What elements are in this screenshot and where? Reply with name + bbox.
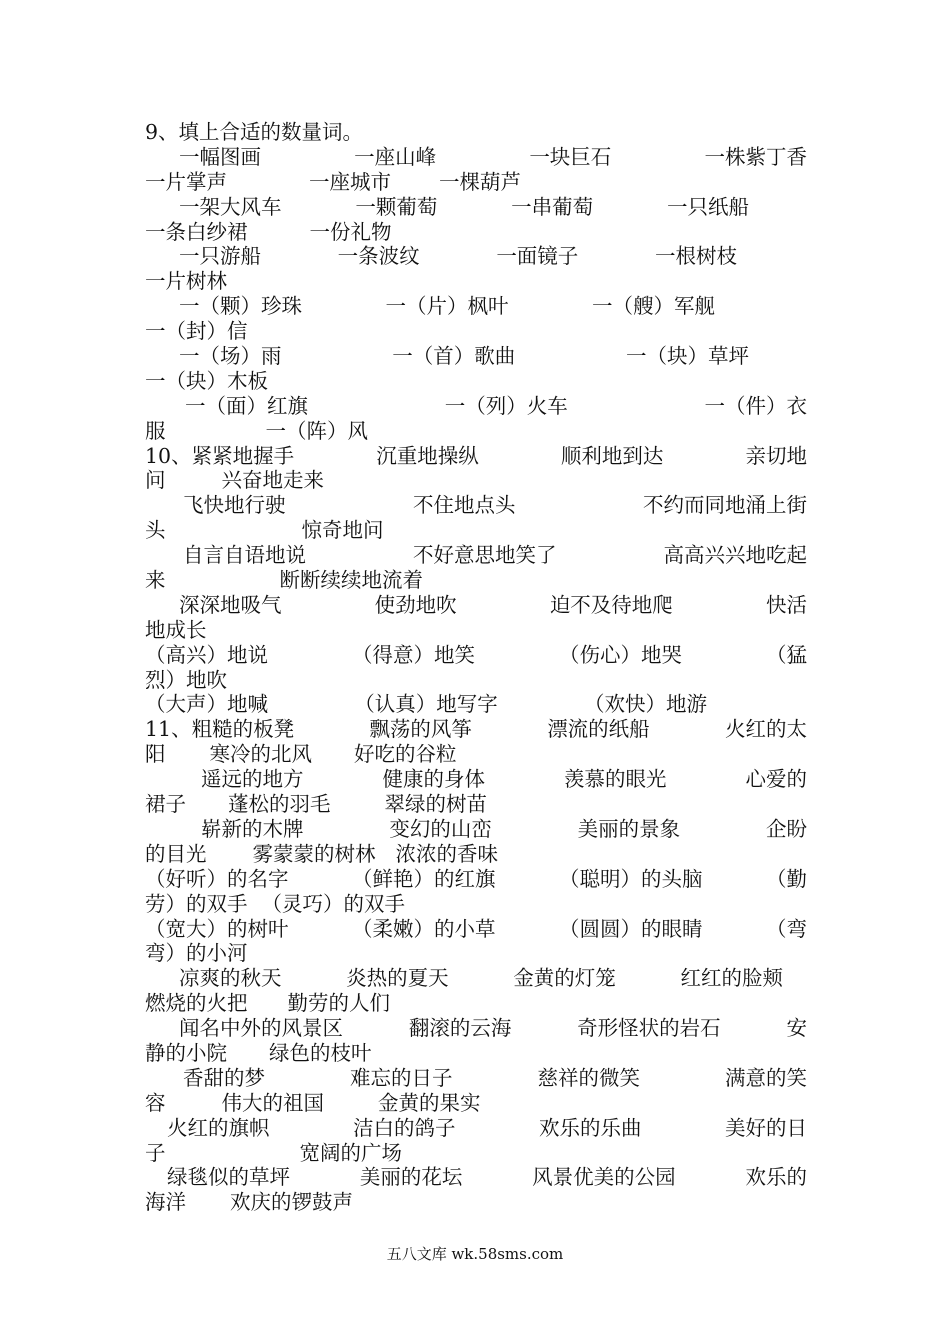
- phrase: 遥远的地方: [201, 767, 304, 792]
- phrase: （柔嫩）的小草: [352, 916, 496, 941]
- phrase: 一座城市: [309, 169, 391, 194]
- phrase: 深深地吸气: [179, 592, 282, 617]
- phrase: （猛: [766, 642, 807, 667]
- phrase: 一面镜子: [496, 244, 579, 269]
- phrase: 断断续续地流着: [279, 568, 423, 593]
- text-line: [145, 518, 807, 543]
- phrase: 亲切地: [745, 443, 807, 468]
- phrase: 燃烧的火把: [145, 991, 248, 1016]
- text-line: [145, 120, 807, 145]
- text-line: [145, 991, 807, 1016]
- phrase: 子: [145, 1140, 166, 1165]
- phrase: （宽大）的树叶: [145, 916, 289, 941]
- text-line: [145, 369, 807, 394]
- text-line: [145, 742, 807, 767]
- text-line: [145, 394, 807, 419]
- phrase: 一（片）枫叶: [385, 294, 509, 319]
- text-line: [145, 244, 807, 269]
- phrase: 飞快地行驶: [183, 493, 286, 518]
- phrase: 欢乐的乐曲: [539, 1115, 642, 1140]
- text-line: [145, 170, 807, 195]
- phrase: 雾蒙蒙的树林: [252, 841, 376, 866]
- phrase: 兴奋地走来: [221, 468, 324, 493]
- phrase: 快活: [765, 592, 807, 617]
- phrase: 闻名中外的风景区: [179, 1016, 343, 1041]
- phrase: 慈祥的微笑: [537, 1065, 640, 1090]
- phrase: 漂流的纸船: [547, 717, 650, 742]
- phrase: 凉爽的秋天: [179, 966, 282, 991]
- phrase: 翠绿的树苗: [384, 792, 487, 817]
- phrase: 金黄的灯笼: [513, 966, 616, 991]
- phrase: 欢庆的锣鼓声: [230, 1190, 353, 1215]
- text-line: [145, 817, 807, 842]
- text-line: [145, 917, 807, 942]
- phrase: 自言自语地说: [183, 543, 306, 568]
- phrase: 一条波纹: [337, 244, 420, 269]
- phrase: 崭新的木牌: [201, 816, 304, 841]
- phrase: 难忘的日子: [350, 1065, 453, 1090]
- phrase: 一根树枝: [654, 244, 737, 269]
- text-line: [145, 493, 807, 518]
- phrase: 企盼: [765, 816, 807, 841]
- text-line: [145, 867, 807, 892]
- text-line: [145, 892, 807, 917]
- text-line: [145, 767, 807, 792]
- phrase: （聪明）的头脑: [559, 866, 703, 891]
- phrase: 一条白纱裙: [145, 219, 248, 244]
- phrase: 一（列）火车: [444, 393, 568, 418]
- phrase: 奇形怪状的岩石: [577, 1016, 721, 1041]
- text-line: [145, 344, 807, 369]
- phrase: （勤: [766, 866, 807, 891]
- phrase: 弯）的小河: [145, 941, 248, 966]
- phrase: 地成长: [145, 617, 207, 642]
- phrase: （弯: [766, 916, 807, 941]
- phrase: 炎热的夏天: [346, 966, 449, 991]
- phrase: 一棵葫芦: [439, 169, 521, 194]
- text-line: [145, 1091, 807, 1116]
- phrase: 一（块）木板: [145, 368, 268, 393]
- text-line: [145, 269, 807, 294]
- phrase: 一（颗）珍珠: [179, 294, 302, 319]
- phrase: （得意）地笑: [352, 642, 475, 667]
- text-line: [145, 1041, 807, 1066]
- phrase: 一架大风车: [179, 194, 282, 219]
- text-line: [145, 618, 807, 643]
- phrase: 火红的旗帜: [167, 1115, 270, 1140]
- text-line: [145, 1016, 807, 1041]
- phrase: 沉重地操纵: [376, 443, 479, 468]
- phrase: 一片树林: [145, 269, 227, 294]
- phrase: 飘荡的风筝: [369, 717, 472, 742]
- phrase: 宽阔的广场: [299, 1140, 402, 1165]
- text-line: [145, 842, 807, 867]
- phrase: 好吃的谷粒: [354, 742, 457, 767]
- phrase: 一（场）雨: [179, 344, 282, 369]
- phrase: 问: [145, 468, 166, 493]
- text-line: [145, 717, 807, 742]
- phrase: 安: [786, 1016, 807, 1041]
- phrase: 头: [145, 518, 166, 543]
- phrase: 不住地点头: [413, 493, 516, 518]
- text-line: [145, 468, 807, 493]
- phrase: 羡慕的眼光: [564, 767, 667, 792]
- phrase: 一（面）红旗: [185, 393, 308, 418]
- phrase: 欢乐的: [745, 1165, 807, 1190]
- phrase: 一株紫丁香: [704, 144, 807, 169]
- phrase: 一只游船: [179, 244, 261, 269]
- phrase: 浓浓的香味: [395, 841, 498, 866]
- phrase: 一串葡萄: [511, 194, 594, 219]
- text-line: [145, 543, 807, 568]
- phrase: 寒冷的北风: [209, 742, 312, 767]
- phrase: 的目光: [145, 841, 207, 866]
- phrase: 红红的脸颊: [680, 966, 783, 991]
- text-line: [145, 1165, 807, 1190]
- phrase: 美丽的花坛: [359, 1165, 463, 1190]
- phrase: 美丽的景象: [577, 816, 681, 841]
- phrase: 一（件）衣: [704, 393, 807, 418]
- phrase: 11、粗糙的板凳: [145, 717, 295, 742]
- phrase: 静的小院: [145, 1040, 227, 1065]
- phrase: 一片掌声: [145, 169, 227, 194]
- phrase: 容: [145, 1090, 166, 1115]
- phrase: （圆圆）的眼睛: [559, 916, 703, 941]
- phrase: 伟大的祖国: [221, 1090, 324, 1115]
- phrase: 香甜的梦: [183, 1065, 265, 1090]
- phrase: 绿色的枝叶: [269, 1040, 372, 1065]
- phrase: 不约而同地涌上街: [643, 493, 807, 518]
- phrase: （灵巧）的双手: [261, 891, 405, 916]
- phrase: 一（艘）军舰: [592, 294, 715, 319]
- phrase: 劳）的双手: [145, 891, 248, 916]
- text-line: [145, 692, 807, 717]
- text-line: [145, 145, 807, 170]
- phrase: 一块巨石: [529, 144, 612, 169]
- phrase: （高兴）地说: [145, 642, 268, 667]
- phrase: 惊奇地问: [301, 518, 384, 543]
- text-line: [145, 668, 807, 693]
- text-line: [145, 643, 807, 668]
- text-line: [145, 294, 807, 319]
- phrase: 一（封）信: [145, 319, 248, 344]
- text-line: [145, 792, 807, 817]
- phrase: 一（阵）风: [265, 418, 368, 443]
- phrase: 翻滚的云海: [408, 1016, 512, 1041]
- text-line: [145, 419, 807, 444]
- phrase: 一幅图画: [179, 144, 261, 169]
- phrase: 健康的身体: [382, 767, 485, 792]
- text-line: [145, 941, 807, 966]
- phrase: 9、填上合适的数量词。: [145, 120, 364, 144]
- phrase: 服: [145, 418, 166, 443]
- text-line: [145, 593, 807, 618]
- phrase: （好听）的名字: [145, 866, 289, 891]
- phrase: 美好的日: [725, 1115, 807, 1140]
- phrase: 火红的太: [724, 717, 807, 742]
- document-body: [145, 120, 807, 1215]
- text-line: [145, 966, 807, 991]
- text-line: [145, 1190, 807, 1215]
- phrase: 一份礼物: [309, 219, 392, 244]
- phrase: 来: [145, 568, 166, 593]
- phrase: 迫不及待地爬: [549, 592, 673, 617]
- phrase: （欢快）地游: [584, 692, 707, 717]
- phrase: 海洋: [145, 1190, 186, 1215]
- phrase: 烈）地吹: [145, 667, 227, 692]
- phrase: （认真）地写字: [354, 692, 498, 717]
- phrase: （伤心）地哭: [559, 642, 682, 667]
- phrase: （大声）地喊: [145, 692, 268, 717]
- phrase: 10、紧紧地握手: [145, 443, 295, 468]
- phrase: 一只纸船: [666, 194, 749, 219]
- phrase: 金黄的果实: [378, 1090, 481, 1115]
- phrase: 一（首）歌曲: [392, 344, 516, 369]
- phrase: 高高兴兴地吃起: [663, 543, 807, 568]
- phrase: 不好意思地笑了: [413, 543, 557, 568]
- phrase: 裙子: [145, 792, 186, 817]
- text-line: [145, 444, 807, 469]
- text-line: [145, 220, 807, 245]
- text-line: [145, 1116, 807, 1141]
- text-line: [145, 1141, 807, 1166]
- text-line: [145, 568, 807, 593]
- phrase: 勤劳的人们: [287, 991, 390, 1016]
- phrase: 一颗葡萄: [355, 194, 438, 219]
- phrase: 顺利地到达: [560, 443, 664, 468]
- phrase: （鲜艳）的红旗: [352, 866, 496, 891]
- phrase: 洁白的鸽子: [353, 1115, 456, 1140]
- phrase: 一（块）草坪: [626, 344, 749, 369]
- phrase: 满意的笑: [725, 1065, 807, 1090]
- phrase: 蓬松的羽毛: [228, 792, 331, 817]
- text-line: [145, 319, 807, 344]
- phrase: 绿毯似的草坪: [167, 1165, 290, 1190]
- phrase: 一座山峰: [354, 144, 437, 169]
- phrase: 使劲地吹: [374, 592, 457, 617]
- phrase: 心爱的: [745, 767, 807, 792]
- phrase: 阳: [145, 742, 166, 767]
- page-footer: 五八文库 wk.58sms.com: [386, 1245, 564, 1263]
- phrase: 变幻的山峦: [389, 816, 492, 841]
- phrase: 风景优美的公园: [532, 1165, 676, 1190]
- text-line: [145, 1066, 807, 1091]
- text-line: [145, 195, 807, 220]
